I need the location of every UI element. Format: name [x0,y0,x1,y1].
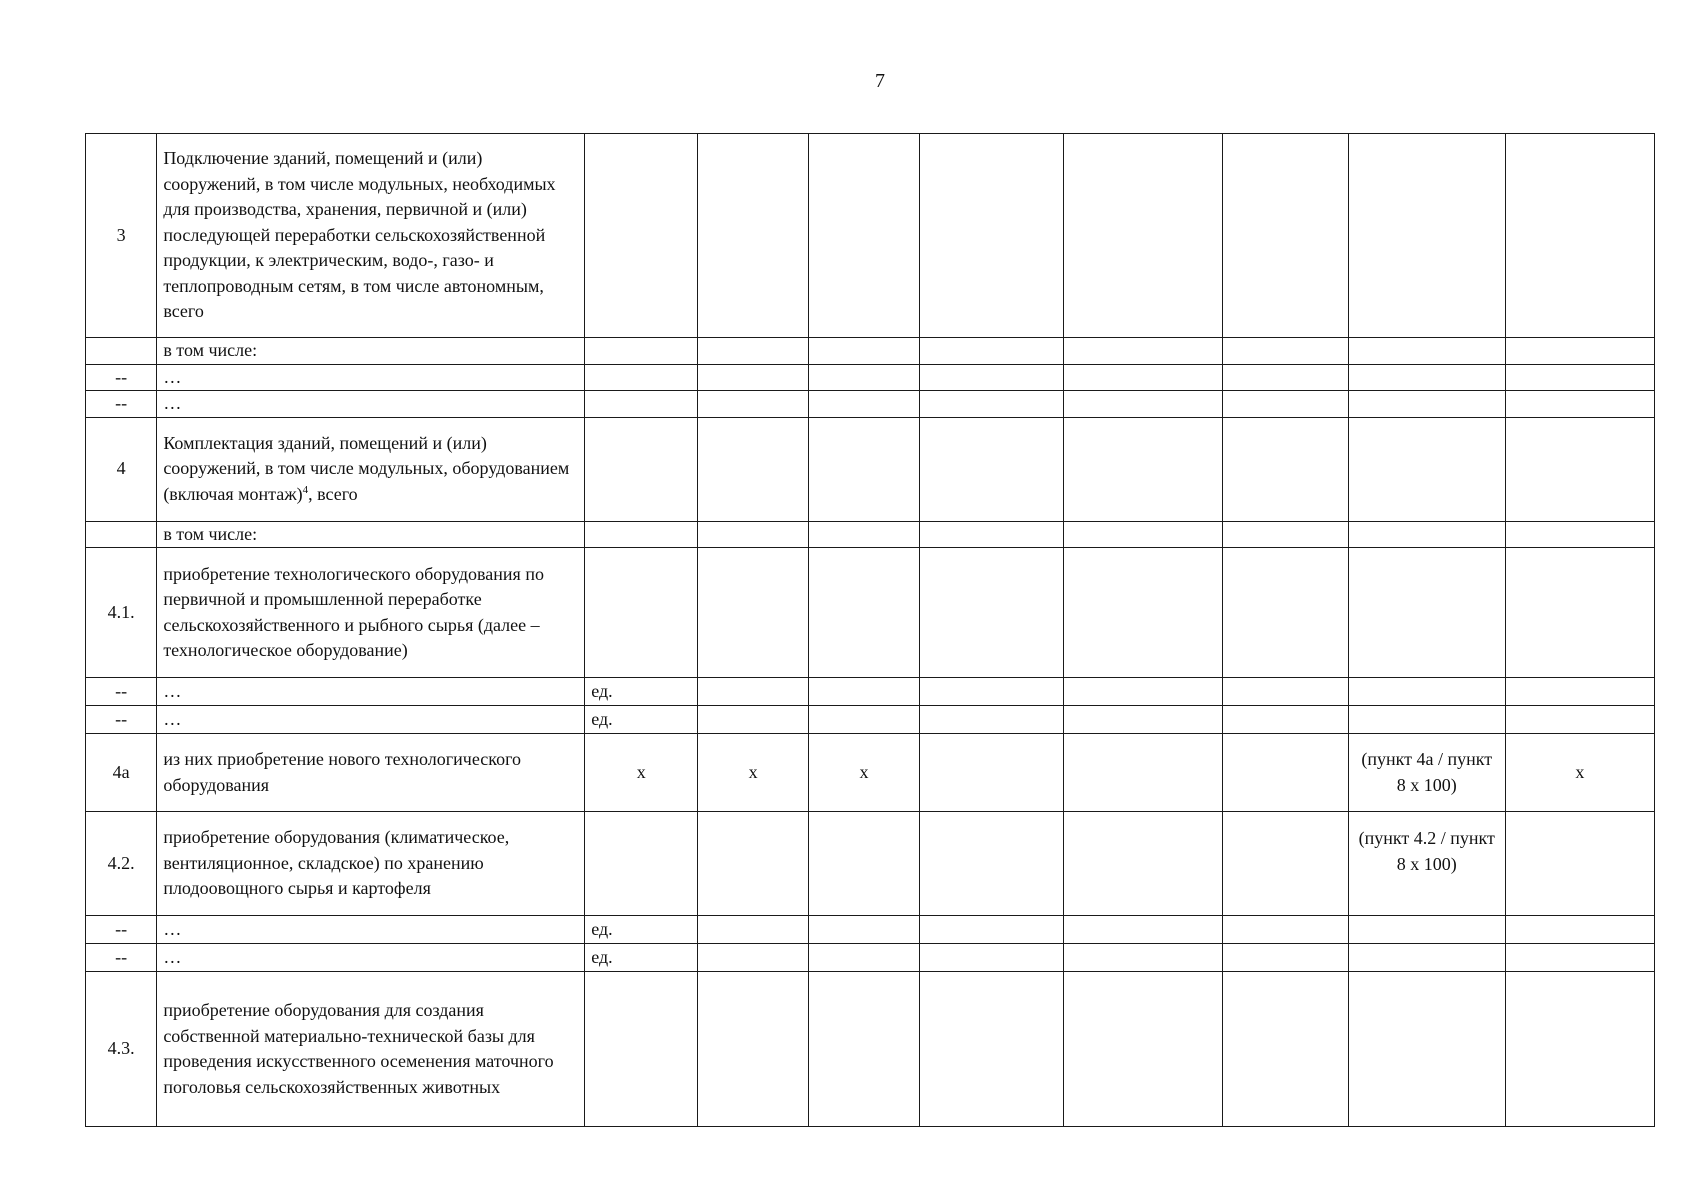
table-row [86,364,1655,391]
cell [809,706,920,734]
row-name: Подключение зданий, помещений и (или) сооружений, в том числе модульных, необходимых для производства, хранения, первичной и (или) последующей переработки сельскохозяйственной продукции, к электрическим, водо-, газо- и теплопроводным сетям, в том числе автономным, всего [157,134,585,338]
cell [698,134,809,338]
cell [809,812,920,916]
table-row [86,391,1655,418]
cross-cell: х [698,734,809,812]
cross-cell: х [1505,734,1654,812]
cell [1505,338,1654,365]
row-number: 4 [86,417,157,521]
cell [809,972,920,1127]
cell [1222,521,1348,548]
row-name: … [157,916,585,944]
row-number: -- [86,678,157,706]
cell [809,391,920,418]
cell [1063,548,1222,678]
row-name: … [157,391,585,418]
table-row [86,521,1655,548]
cell [919,812,1063,916]
cell [809,521,920,548]
cell [809,678,920,706]
cell [1063,812,1222,916]
cell [919,734,1063,812]
cell [1505,678,1654,706]
row-name: … [157,678,585,706]
row-name: в том числе: [157,521,585,548]
cell [698,972,809,1127]
cell [585,338,698,365]
row-number: 4.2. [86,812,157,916]
cell [1222,944,1348,972]
cell [1505,548,1654,678]
row-name: приобретение оборудования для создания собственной материально-технической базы для проведения искусственного осеменения маточного поголовья сельскохозяйственных животных [157,972,585,1127]
cell [919,548,1063,678]
table-row [86,134,1655,338]
cell [1222,391,1348,418]
cell [698,944,809,972]
cell [1348,417,1505,521]
cell [1348,364,1505,391]
table-row [86,706,1655,734]
cell [698,916,809,944]
cell [1222,678,1348,706]
table-row [86,734,1655,812]
cell [1222,706,1348,734]
table-row [86,916,1655,944]
cross-cell: х [585,734,698,812]
cell [809,417,920,521]
cell [698,812,809,916]
cell [1348,916,1505,944]
row-number [86,338,157,365]
footnote-ref: 4 [302,483,309,496]
cell [1063,972,1222,1127]
cross-cell: х [809,734,920,812]
row-number: 4а [86,734,157,812]
row-number: -- [86,706,157,734]
unit-cell: ед. [585,678,698,706]
cell [1505,812,1654,916]
unit-cell: ед. [585,706,698,734]
cell [919,972,1063,1127]
cell [585,134,698,338]
cell [809,944,920,972]
cell [1222,338,1348,365]
cell [1505,391,1654,418]
cell [1222,734,1348,812]
table-row [86,417,1655,521]
row-name: из них приобретение нового технологического оборудования [157,734,585,812]
cell [698,706,809,734]
cell [698,521,809,548]
cell [809,916,920,944]
cell [1348,548,1505,678]
row-number: 4.3. [86,972,157,1127]
row-number: -- [86,391,157,418]
cell [1222,134,1348,338]
row-number: -- [86,916,157,944]
cell [1063,916,1222,944]
cell [919,706,1063,734]
cell [919,338,1063,365]
formula-cell: (пункт 4а / пункт 8 х 100) [1348,734,1505,812]
form-table [85,133,1655,1127]
cell [1063,678,1222,706]
cell [1063,364,1222,391]
cell [919,678,1063,706]
cell [1063,944,1222,972]
cell [919,417,1063,521]
cell [1222,417,1348,521]
row-name-tail: , всего [308,483,358,504]
cell [1505,706,1654,734]
cell [1222,548,1348,678]
cell [1348,944,1505,972]
unit-cell: ед. [585,916,698,944]
cell [1505,944,1654,972]
page-number: 7 [875,70,885,92]
cell [1063,521,1222,548]
cell [1063,734,1222,812]
cell [919,944,1063,972]
formula-cell: (пункт 4.2 / пункт 8 х 100) [1348,812,1505,916]
row-number: 3 [86,134,157,338]
cell [1505,972,1654,1127]
cell [1505,916,1654,944]
cell [1222,364,1348,391]
cell [698,678,809,706]
cell [698,417,809,521]
cell [1063,338,1222,365]
row-name: в том числе: [157,338,585,365]
table-row [86,812,1655,916]
cell [809,134,920,338]
table-row [86,548,1655,678]
row-name: приобретение оборудования (климатическое, вентиляционное, складское) по хранению плодоовощного сырья и картофеля [157,812,585,916]
cell [1063,134,1222,338]
cell [919,916,1063,944]
cell [698,548,809,678]
cell [809,338,920,365]
cell [809,364,920,391]
cell [919,521,1063,548]
row-name: … [157,364,585,391]
table-row [86,972,1655,1127]
row-number [86,521,157,548]
cell [1063,417,1222,521]
row-number: -- [86,944,157,972]
cell [1505,134,1654,338]
cell [585,417,698,521]
cell [585,521,698,548]
row-number: -- [86,364,157,391]
cell [585,812,698,916]
cell [585,548,698,678]
cell [1348,678,1505,706]
cell [698,364,809,391]
cell [1222,812,1348,916]
cell [1505,364,1654,391]
row-name [157,417,585,521]
cell [1348,521,1505,548]
row-name: … [157,706,585,734]
cell [698,391,809,418]
cell [1063,391,1222,418]
cell [1348,134,1505,338]
row-name: приобретение технологического оборудования по первичной и промышленной переработке сельскохозяйственного и рыбного сырья (далее – технологическое оборудование) [157,548,585,678]
cell [1222,972,1348,1127]
cell [809,548,920,678]
cell [1222,916,1348,944]
cell [1063,706,1222,734]
cell [1348,706,1505,734]
cell [919,391,1063,418]
row-name-text: Комплектация зданий, помещений и (или) сооружений, в том числе модульных, оборудованием (включая монтаж) [163,432,570,504]
table-row [86,944,1655,972]
cell [1505,417,1654,521]
cell [698,338,809,365]
cell [1505,521,1654,548]
cell [919,364,1063,391]
cell [585,364,698,391]
cell [585,391,698,418]
cell [1348,391,1505,418]
table-row [86,678,1655,706]
table-row [86,338,1655,365]
cell [585,972,698,1127]
cell [1348,338,1505,365]
row-name: … [157,944,585,972]
cell [919,134,1063,338]
unit-cell: ед. [585,944,698,972]
cell [1348,972,1505,1127]
row-number: 4.1. [86,548,157,678]
